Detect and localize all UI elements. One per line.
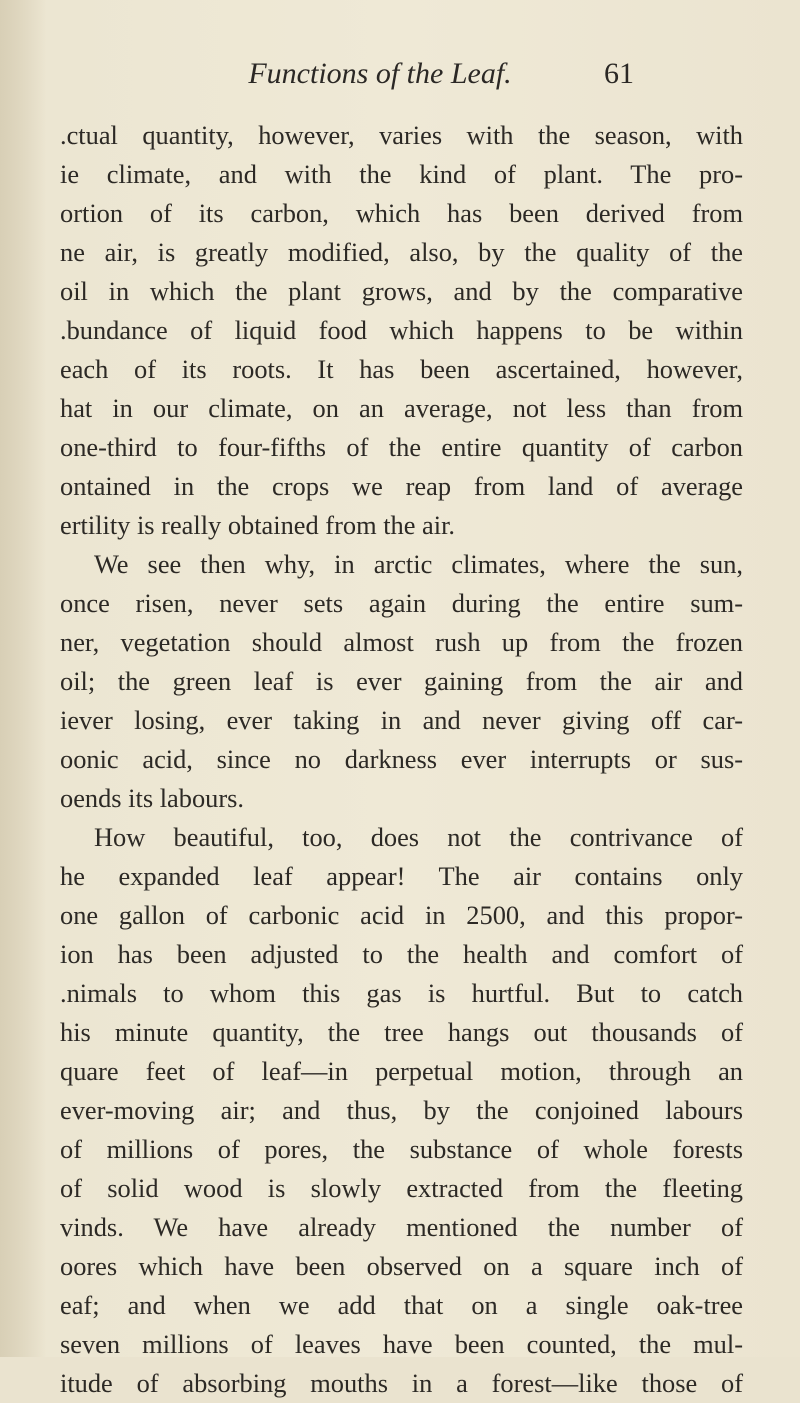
text-line <box>0 818 800 857</box>
text-line <box>0 1247 800 1286</box>
line-text: ever-moving air; and thus, by the conjoined labours <box>60 1095 743 1125</box>
line-text: once risen, never sets again during the entire sum- <box>60 588 743 618</box>
text-line <box>0 974 800 1013</box>
text-line <box>0 116 800 155</box>
text-line <box>0 1130 800 1169</box>
text-line <box>0 896 800 935</box>
line-text: quare feet of leaf—in perpetual motion, through an <box>60 1056 743 1086</box>
line-text: one-third to four-fifths of the entire quantity of carbon <box>60 432 743 462</box>
line-text: ion has been adjusted to the health and comfort of <box>60 939 743 969</box>
text-line <box>0 740 800 779</box>
text-line <box>0 350 800 389</box>
line-text: .bundance of liquid food which happens to be within <box>60 315 743 345</box>
text-line <box>0 389 800 428</box>
text-line <box>0 857 800 896</box>
text-line <box>0 272 800 311</box>
running-title: Functions of the Leaf. <box>248 57 512 90</box>
line-text: hat in our climate, on an average, not less than from <box>60 393 743 423</box>
line-text: ertility is really obtained from the air. <box>60 510 456 540</box>
line-text: ontained in the crops we reap from land of average <box>60 471 743 501</box>
text-line <box>0 506 800 545</box>
page-header <box>0 54 800 94</box>
text-line <box>0 1091 800 1130</box>
text-line <box>0 311 800 350</box>
line-text: .nimals to whom this gas is hurtful. But to catch <box>60 978 743 1008</box>
line-text: oonic acid, since no darkness ever interrupts or sus- <box>60 744 743 774</box>
line-text: his minute quantity, the tree hangs out thousands of <box>60 1017 743 1047</box>
line-text: one gallon of carbonic acid in 2500, and this propor- <box>60 900 743 930</box>
line-text: oends its labours. <box>60 783 244 813</box>
body-text <box>0 116 800 1403</box>
text-line <box>0 467 800 506</box>
line-text: vinds. We have already mentioned the number of <box>60 1212 743 1242</box>
line-text: ortion of its carbon, which has been derived from <box>60 198 743 228</box>
line-text: seven millions of leaves have been counted, the mul- <box>60 1329 743 1359</box>
text-line <box>0 662 800 701</box>
text-line <box>0 194 800 233</box>
text-line <box>0 1325 800 1364</box>
line-text: ie climate, and with the kind of plant. The pro- <box>60 159 743 189</box>
text-line <box>0 623 800 662</box>
text-line <box>0 935 800 974</box>
page-number: 61 <box>604 57 634 90</box>
text-line <box>0 1208 800 1247</box>
text-line <box>0 155 800 194</box>
line-text: oil; the green leaf is ever gaining from the air and <box>60 666 743 696</box>
line-text: ne air, is greatly modified, also, by the quality of the <box>60 237 743 267</box>
text-line <box>0 1169 800 1208</box>
text-line <box>0 701 800 740</box>
text-line <box>0 428 800 467</box>
text-line <box>0 584 800 623</box>
line-text: iever losing, ever taking in and never giving off car- <box>60 705 743 735</box>
text-line <box>0 1286 800 1325</box>
text-line <box>0 545 800 584</box>
text-line <box>0 779 800 818</box>
line-text: each of its roots. It has been ascertained, however, <box>60 354 743 384</box>
line-text: eaf; and when we add that on a single oak-tree <box>60 1290 743 1320</box>
text-line <box>0 1013 800 1052</box>
line-text: itude of absorbing mouths in a forest—like those of <box>60 1368 743 1398</box>
line-text: oil in which the plant grows, and by the comparative <box>60 276 743 306</box>
line-text: he expanded leaf appear! The air contains only <box>60 861 743 891</box>
text-line <box>0 1364 800 1403</box>
text-line <box>0 1052 800 1091</box>
line-text: oores which have been observed on a square inch of <box>60 1251 743 1281</box>
line-text: .ctual quantity, however, varies with the season, with <box>60 120 743 150</box>
text-line <box>0 233 800 272</box>
line-text: We see then why, in arctic climates, where the sun, <box>94 549 743 579</box>
line-text: of solid wood is slowly extracted from the fleeting <box>60 1173 743 1203</box>
line-text: ner, vegetation should almost rush up from the frozen <box>60 627 743 657</box>
line-text: of millions of pores, the substance of whole forests <box>60 1134 743 1164</box>
line-text: How beautiful, too, does not the contrivance of <box>94 822 743 852</box>
